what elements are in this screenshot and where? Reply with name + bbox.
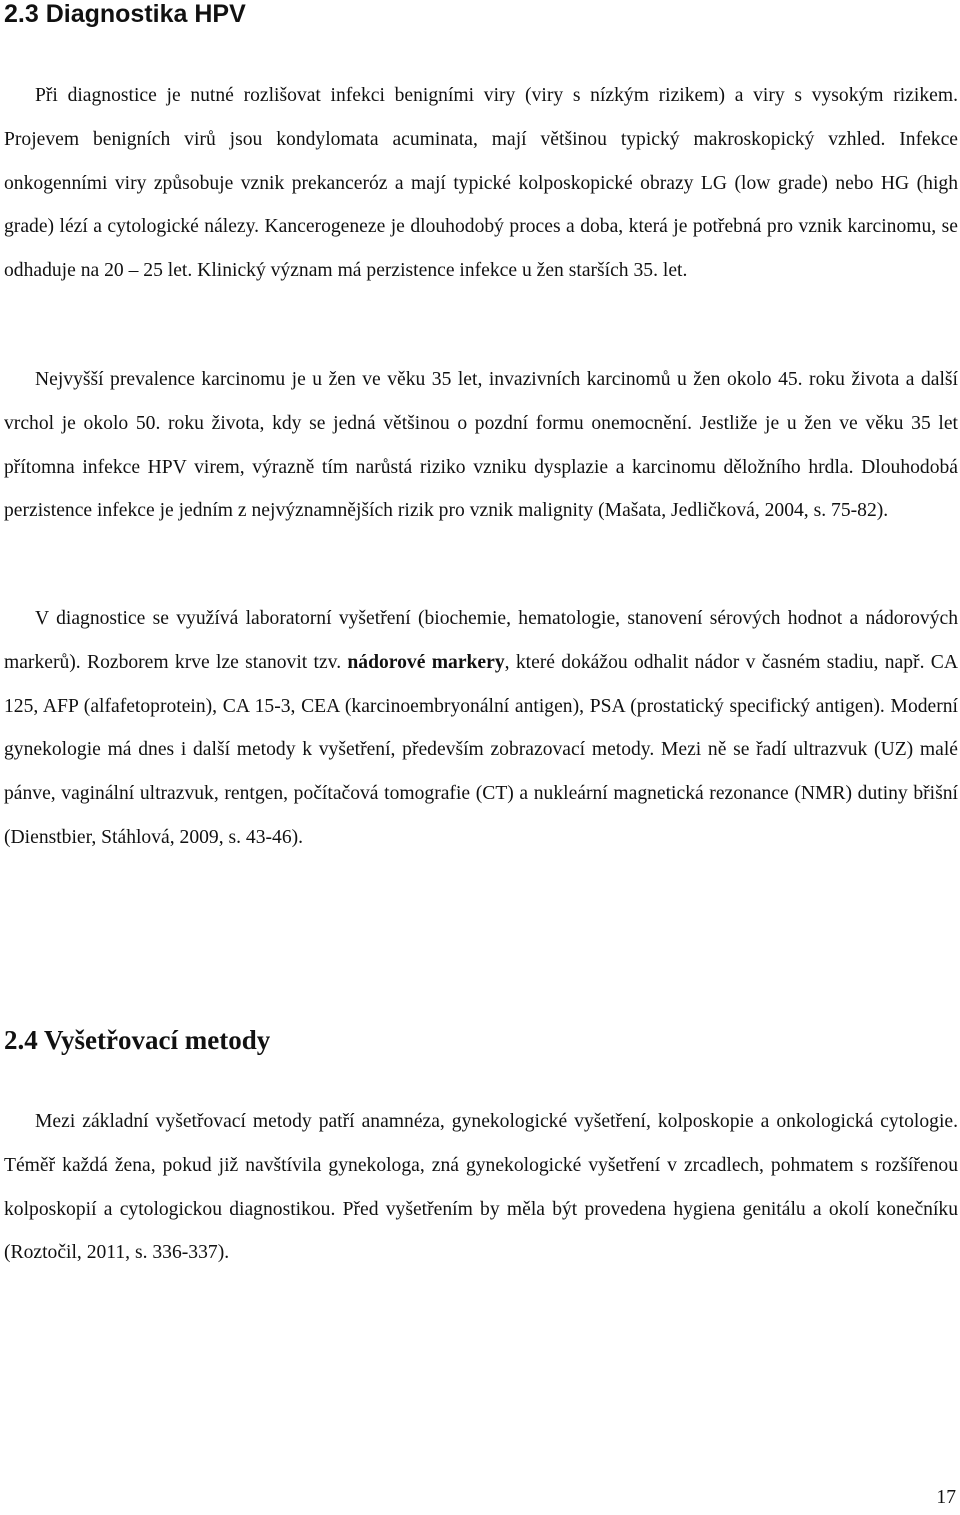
paragraph-prevalence: Nejvyšší prevalence karcinomu je u žen ve věku 35 let, invazivních karcinomů u žen okolo 45. roku života a další vrchol je okolo 50. roku života, kdy se jedná většinou o pozdní formu onemocnění. Jestliže je u žen ve věku 35 let přítomna infekce HPV virem, výrazně tím narůstá riziko vzniku dysplazie a karcinomu děložního hrdla. Dlouhodobá perzistence infekce je jedním z nejvýznamnějších rizik pro vznik malignity (Mašata, Jedličková, 2004, s. 75-82). [4, 369, 958, 522]
paragraph-examination-methods: Mezi základní vyšetřovací metody patří anamnéza, gynekologické vyšetření, kolposkopie a onkologická cytologie. Téměř každá žena, pokud již navštívila gynekologa, zná gynekologické vyšetření v zrcadlech, pohmatem s rozšířenou kolposkopií a cytologickou diagnostikou. Před vyšetřením by měla být provedena hygiena genitálu a okolí konečníku (Roztočil, 2011, s. 336-337). [4, 1111, 958, 1264]
bold-term-tumor-markers: nádorové markery [347, 651, 505, 673]
paragraph-text-start: V diagnostice se využívá laboratorní vyšetření (biochemie, hematologie, stanovení sérových hodnot a nádorových markerů). Rozborem krve lze stanovit tzv. [4, 608, 958, 673]
paragraph-laboratory-diagnostics [4, 597, 958, 860]
section-heading-diagnostika-hpv: 2.3 Diagnostika HPV [4, 0, 246, 28]
paragraph-benign-vs-oncogenic: Při diagnostice je nutné rozlišovat infekci benigními viry (viry s nízkým rizikem) a viry s vysokým rizikem. Projevem benigních virů jsou kondylomata acuminata, mají většinou typický makroskopický vzhled. Infekce onkogenními viry způsobuje vznik prekanceróz a mají typické kolposkopické obrazy LG (low grade) nebo HG (high grade) lézí a cytologické nálezy. Kancerogeneze je dlouhodobý proces a doba, která je potřebná pro vznik karcinomu, se odhaduje na 20 – 25 let. Klinický význam má perzistence infekce u žen starších 35. let. [4, 85, 958, 282]
page-number: 17 [936, 1487, 956, 1508]
section-heading-vysetrovaci-metody: 2.4 Vyšetřovací metody [4, 1025, 271, 1055]
paragraph-text-end: , které dokážou odhalit nádor v časném stadiu, např. CA 125, AFP (alfafetoprotein), CA 15-3, CEA (karcinoembryonální antigen), PSA (prostatický specifický antigen). Moderní gynekologie má dnes i další metody k vyšetření, především zobrazovací metody. Mezi ně se řadí ultrazvuk (UZ) malé pánve, vaginální ultrazvuk, rentgen, počítačová tomografie (CT) a nukleární magnetická rezonance (NMR) dutiny břišní (Dienstbier, Stáhlová, 2009, s. 43-46). [4, 651, 958, 848]
